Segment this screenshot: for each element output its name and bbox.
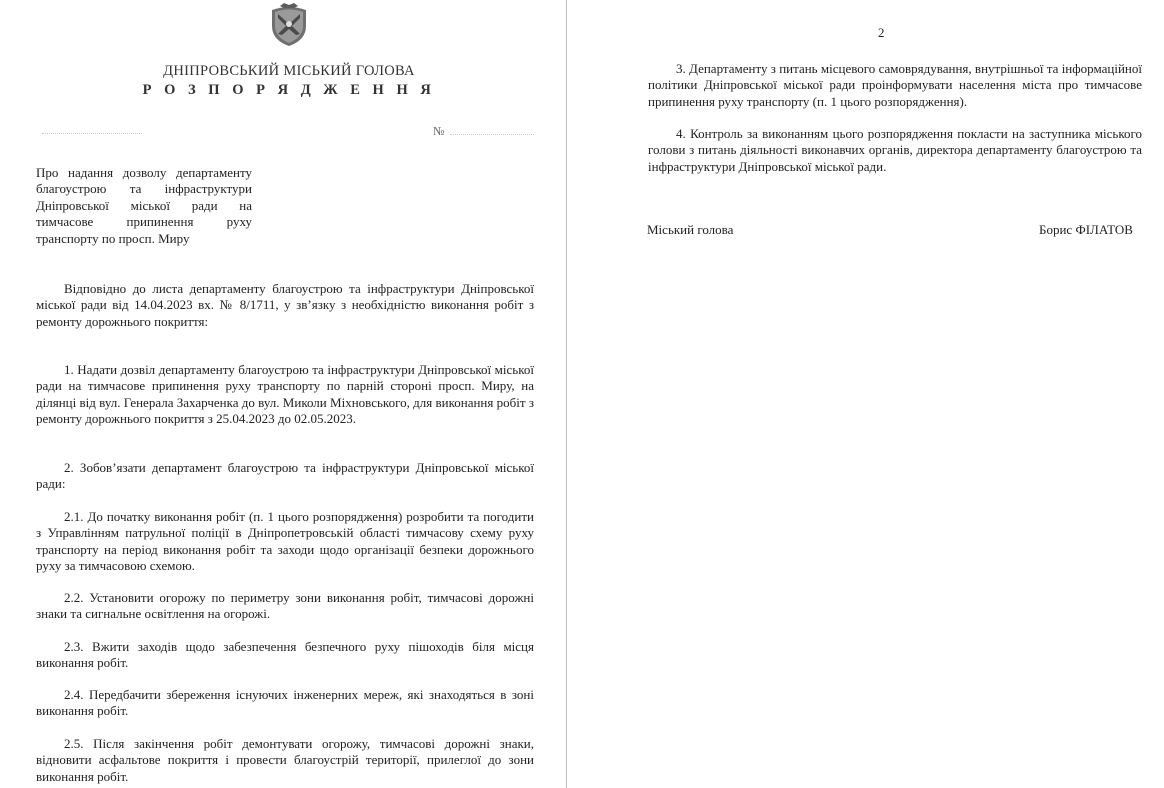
- clause-2-3: 2.3. Вжити заходів щодо забезпечення безпечного руху пішоходів біля місця виконання робіт.: [36, 639, 534, 671]
- coat-of-arms-icon: [266, 2, 312, 48]
- clause-1: 1. Надати дозвіл департаменту благоустрою та інфраструктури Дніпровської міської ради на тимчасове припинення руху транспорту по парній стороні просп. Миру, на ділянці від вул. Генерала Захарченка до вул. Миколи Міхновського, для виконання робіт з ремонту дорожнього покриття з 25.04.2023 до 02.05.2023.: [36, 362, 534, 427]
- authority-title: ДНІПРОВСЬКИЙ МІСЬКИЙ ГОЛОВА: [163, 63, 415, 79]
- date-placeholder-line: [42, 133, 142, 134]
- clause-3: 3. Департаменту з питань місцевого самоврядування, внутрішньої та інформаційної політики Дніпровської міської ради проінформувати населення міста про тимчасове припинення руху транспорту (п. 1 цього розпорядження).: [648, 61, 1142, 109]
- page-number: 2: [878, 25, 885, 40]
- clause-2-2: 2.2. Установити огорожу по периметру зони виконання робіт, тимчасові дорожні знаки та сигнальне освітлення на огорожі.: [36, 590, 534, 622]
- document-type: Р О З П О Р Я Д Ж Е Н Н Я: [142, 82, 436, 98]
- clause-2: 2. Зобов’язати департамент благоустрою та інфраструктури Дніпровської міської ради:: [36, 460, 534, 492]
- preamble-paragraph: Відповідно до листа департаменту благоустрою та інфраструктури Дніпровської міської ради від 14.04.2023 вх. № 8/1711, у зв’язку з необхідністю виконання робіт з ремонту дорожнього покриття:: [36, 281, 534, 329]
- clause-2-5: 2.5. Після закінчення робіт демонтувати огорожу, тимчасові дорожні знаки, відновити асфальтове покриття і провести благоустрій території, прилеглої до зони виконання робіт.: [36, 736, 534, 784]
- clause-2-4: 2.4. Передбачити збереження існуючих інженерних мереж, які знаходяться в зоні виконання робіт.: [36, 687, 534, 719]
- document-subject: Про надання дозволу департаменту благоустрою та інфраструктури Дніпровської міської ради на тимчасове припинення руху транспорту по просп. Миру: [36, 165, 252, 246]
- number-placeholder-line: [450, 134, 534, 135]
- clause-4: 4. Контроль за виконанням цього розпорядження покласти на заступника міського голови з питань діяльності виконавчих органів, директора департаменту благоустрою та інфраструктури Дніпровської міської ради.: [648, 126, 1142, 174]
- page-divider: [566, 0, 567, 788]
- signatory-title: Міський голова: [647, 222, 734, 237]
- clause-2-1: 2.1. До початку виконання робіт (п. 1 цього розпорядження) розробити та погодити з Управлінням патрульної поліції в Дніпропетровській області тимчасову схему руху транспорту на період виконання робіт та заходи щодо організації безпеки дорожнього руху за тимчасовою схемою.: [36, 509, 534, 574]
- document-page-2: [568, 0, 1164, 788]
- signatory-name: Борис ФІЛАТОВ: [1039, 222, 1133, 237]
- number-label: №: [433, 124, 445, 138]
